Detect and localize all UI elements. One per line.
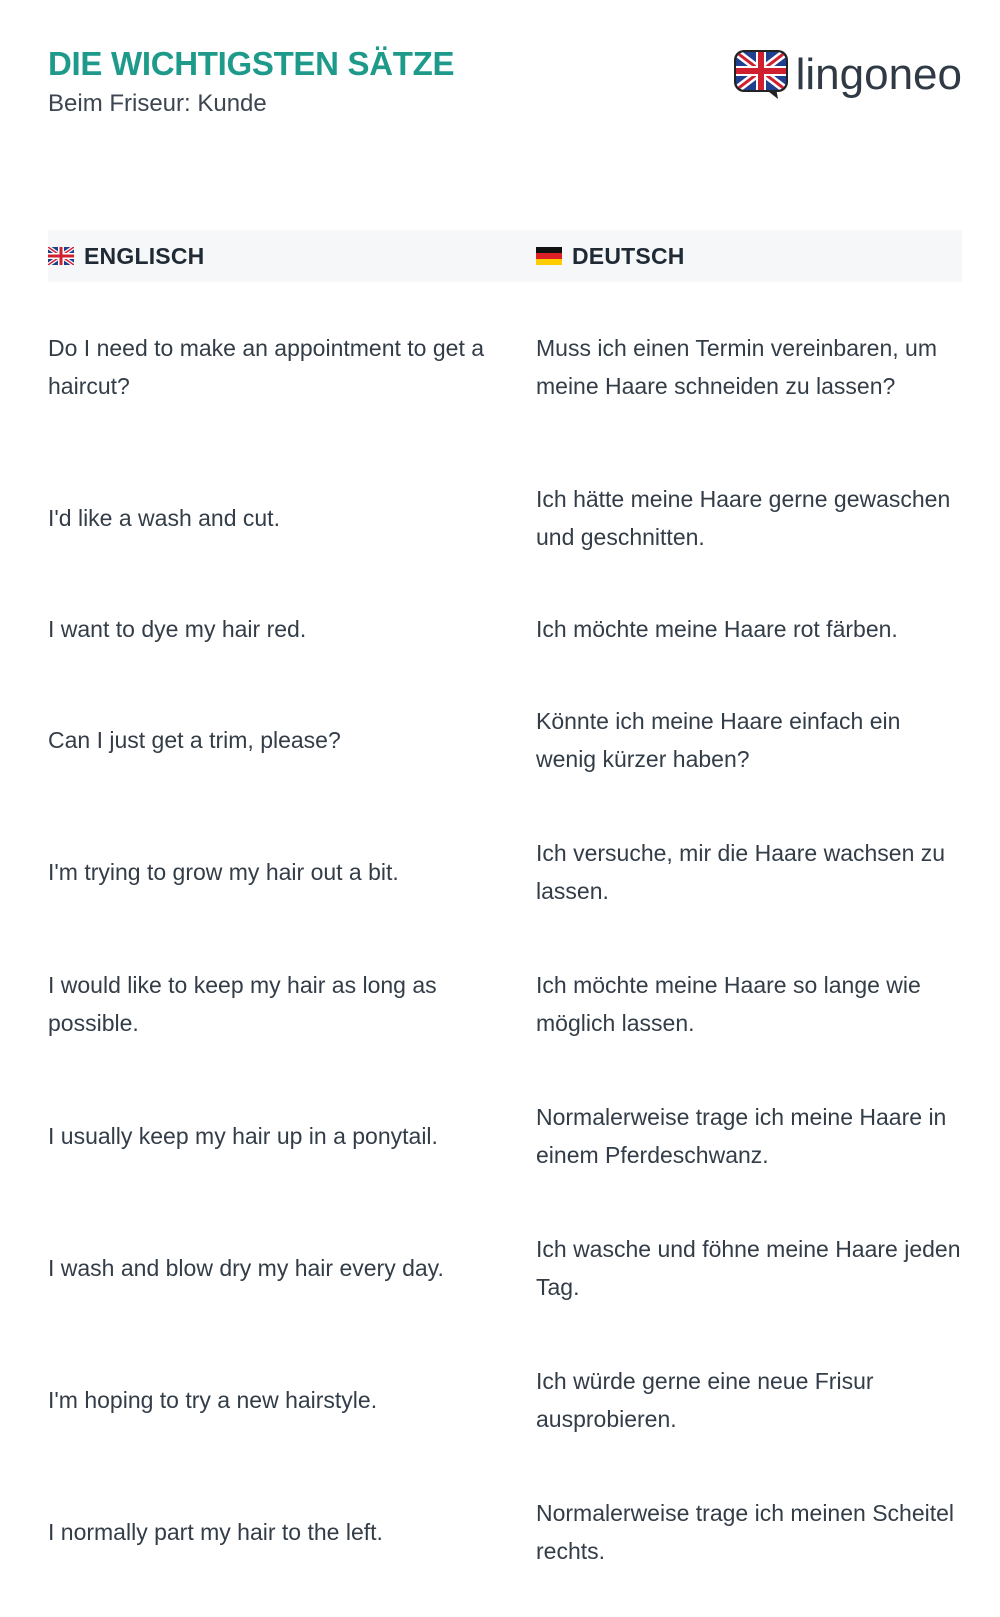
table-row [48,674,962,806]
english-phrase: I wash and blow dry my hair every day. [48,1255,444,1281]
table-row [48,1334,962,1466]
german-phrase: Normalerweise trage ich meinen Scheitel rechts. [536,1500,955,1564]
german-phrase: Muss ich einen Termin vereinbaren, um meine Haare schneiden zu lassen? [536,335,937,399]
german-phrase: Ich hätte meine Haare gerne gewaschen und geschnitten. [536,486,951,550]
english-phrase: I usually keep my hair up in a ponytail. [48,1123,438,1149]
english-phrase: I want to dye my hair red. [48,616,307,642]
column-label-german: DEUTSCH [572,242,685,269]
german-phrase: Ich möchte meine Haare so lange wie möglich lassen. [536,972,921,1036]
table-row [48,452,962,584]
logo-text: lingoneo [795,50,962,99]
english-phrase: Can I just get a trim, please? [48,727,341,753]
german-phrase: Ich versuche, mir die Haare wachsen zu lassen. [536,840,946,904]
english-phrase: I normally part my hair to the left. [48,1519,383,1545]
english-phrase: I would like to keep my hair as long as possible. [48,972,437,1036]
table-row [48,584,962,674]
page-title: DIE WICHTIGSTEN SÄTZE [48,45,455,82]
table-row [48,282,962,452]
english-phrase: I'm hoping to try a new hairstyle. [48,1387,378,1413]
lingoneo-logo[interactable] [734,50,962,100]
german-phrase: Könnte ich meine Haare einfach ein wenig kürzer haben? [536,708,901,772]
english-phrase: I'd like a wash and cut. [48,505,280,531]
german-phrase: Ich wasche und föhne meine Haare jeden Tag. [536,1236,961,1300]
german-phrase: Normalerweise trage ich meine Haare in einem Pferdeschwanz. [536,1104,947,1168]
table-row [48,1070,962,1202]
english-phrase: Do I need to make an appointment to get a haircut? [48,335,485,399]
page-header [48,44,454,120]
table-row [48,806,962,938]
german-phrase: Ich würde gerne eine neue Frisur ausprobieren. [536,1368,874,1432]
english-phrase: I'm trying to grow my hair out a bit. [48,859,399,885]
column-header-english [48,243,204,270]
page-subtitle: Beim Friseur: Kunde [48,90,267,117]
german-phrase: Ich möchte meine Haare rot färben. [536,616,898,642]
table-row [48,1202,962,1334]
table-header [48,230,962,282]
table-row [48,1466,962,1598]
german-flag-icon [536,247,562,265]
table-row [48,938,962,1070]
column-label-english: ENGLISCH [84,242,205,269]
phrase-table [48,282,962,1598]
uk-flag-icon [48,247,74,265]
column-header-german [536,243,685,270]
uk-flag-speech-bubble-icon [734,50,790,100]
